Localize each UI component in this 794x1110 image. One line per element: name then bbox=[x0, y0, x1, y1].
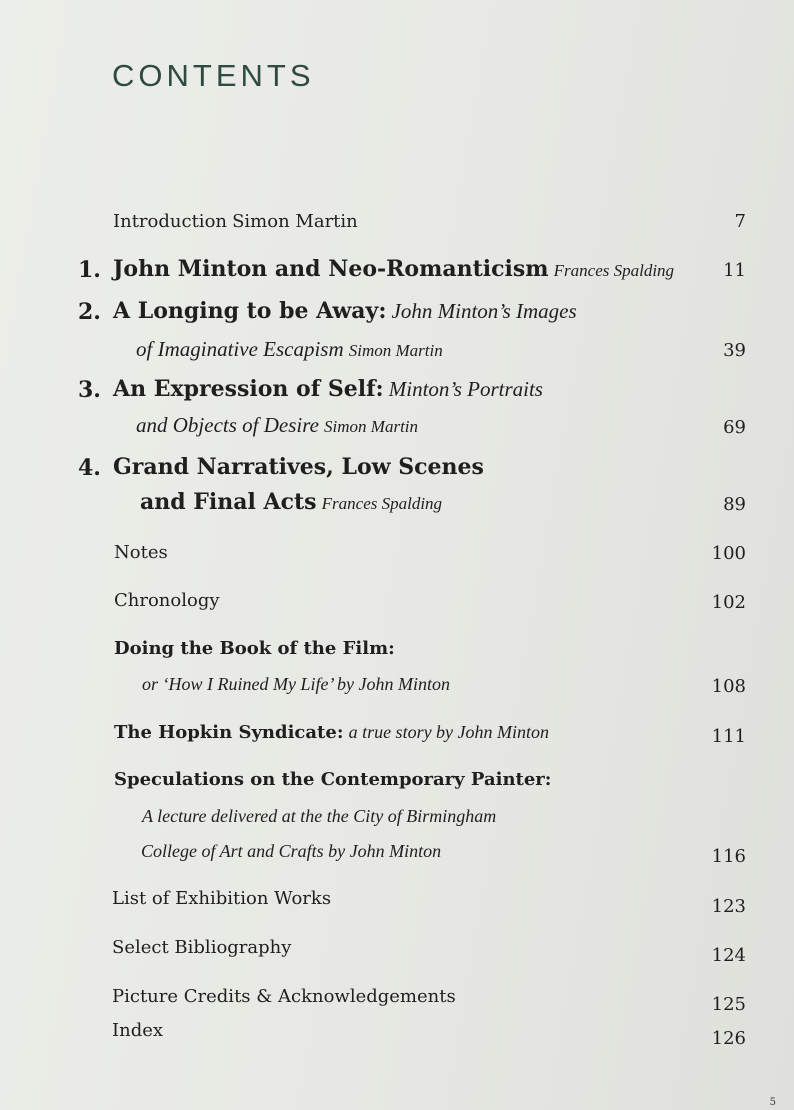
chapter-number: 1. bbox=[78, 257, 101, 283]
page-number: 100 bbox=[711, 543, 746, 564]
chapter-number: 2. bbox=[78, 299, 101, 325]
toc-entry-introduction bbox=[113, 211, 358, 232]
entry-title: The Hopkin Syndicate: bbox=[114, 722, 344, 743]
chapter-author: Simon Martin bbox=[324, 417, 419, 436]
entry-subtitle: a true story by John Minton bbox=[348, 722, 550, 742]
toc-entry-exhibition-works: List of Exhibition Works bbox=[112, 888, 332, 909]
chapter-number: 4. bbox=[78, 455, 101, 481]
page-number: 39 bbox=[723, 340, 746, 361]
toc-entry-hopkin-syndicate bbox=[114, 722, 549, 743]
toc-entry-speculations-subtitle: A lecture delivered at the the City of Birmingham bbox=[142, 806, 497, 826]
page-title: CONTENTS bbox=[112, 58, 315, 93]
chapter-title: John Minton and Neo-Romanticism bbox=[113, 256, 549, 282]
page-number: 7 bbox=[734, 211, 746, 232]
page-number: 125 bbox=[711, 994, 746, 1015]
entry-title: Introduction bbox=[113, 211, 227, 232]
toc-entry-picture-credits: Picture Credits & Acknowledgements bbox=[112, 986, 456, 1007]
toc-entry-chapter-4 bbox=[113, 454, 484, 480]
toc-entry-speculations: Speculations on the Contemporary Painter: bbox=[114, 769, 552, 790]
chapter-author: Frances Spalding bbox=[321, 494, 443, 513]
chapter-author: Simon Martin bbox=[348, 341, 443, 360]
page-number: 108 bbox=[711, 676, 746, 697]
toc-entry-chapter-2-continued bbox=[136, 337, 443, 362]
toc-entry-chapter-4-continued bbox=[140, 489, 442, 515]
chapter-subtitle: and Objects of Desire bbox=[136, 413, 319, 437]
toc-entry-chapter-2 bbox=[113, 298, 577, 324]
chapter-subtitle: John Minton’s Images bbox=[391, 299, 577, 323]
folio-number: 5 bbox=[769, 1097, 776, 1108]
page-number: 89 bbox=[723, 494, 746, 515]
page-number: 69 bbox=[723, 417, 746, 438]
page-number: 124 bbox=[711, 945, 746, 966]
chapter-author: Frances Spalding bbox=[553, 261, 675, 280]
entry-author: Simon Martin bbox=[232, 211, 358, 232]
chapter-number: 3. bbox=[78, 377, 101, 403]
page-number: 11 bbox=[723, 260, 746, 281]
chapter-title: Grand Narratives, Low Scenes bbox=[113, 454, 484, 480]
page-number: 116 bbox=[711, 846, 746, 867]
toc-entry-index: Index bbox=[112, 1020, 164, 1041]
toc-entry-doing-the-book: Doing the Book of the Film: bbox=[114, 638, 395, 659]
toc-entry-bibliography: Select Bibliography bbox=[112, 937, 292, 958]
chapter-title: A Longing to be Away: bbox=[113, 298, 387, 324]
toc-entry-chapter-1 bbox=[113, 256, 674, 282]
toc-entry-doing-the-book-subtitle: or ‘How I Ruined My Life’ by John Minton bbox=[142, 674, 450, 694]
toc-entry-speculations-subtitle: College of Art and Crafts by John Minton bbox=[141, 841, 442, 861]
page-number: 111 bbox=[711, 726, 746, 747]
chapter-title: and Final Acts bbox=[140, 489, 317, 515]
toc-entry-chapter-3 bbox=[113, 376, 543, 402]
chapter-subtitle: of Imaginative Escapism bbox=[136, 337, 344, 361]
toc-entry-chronology: Chronology bbox=[114, 590, 220, 611]
page-number: 102 bbox=[711, 592, 746, 613]
chapter-subtitle: Minton’s Portraits bbox=[388, 377, 543, 401]
page-number: 123 bbox=[711, 896, 746, 917]
chapter-title: An Expression of Self: bbox=[113, 376, 384, 402]
toc-entry-chapter-3-continued bbox=[136, 413, 418, 438]
toc-entry-notes: Notes bbox=[114, 542, 168, 563]
page-number: 126 bbox=[711, 1028, 746, 1049]
